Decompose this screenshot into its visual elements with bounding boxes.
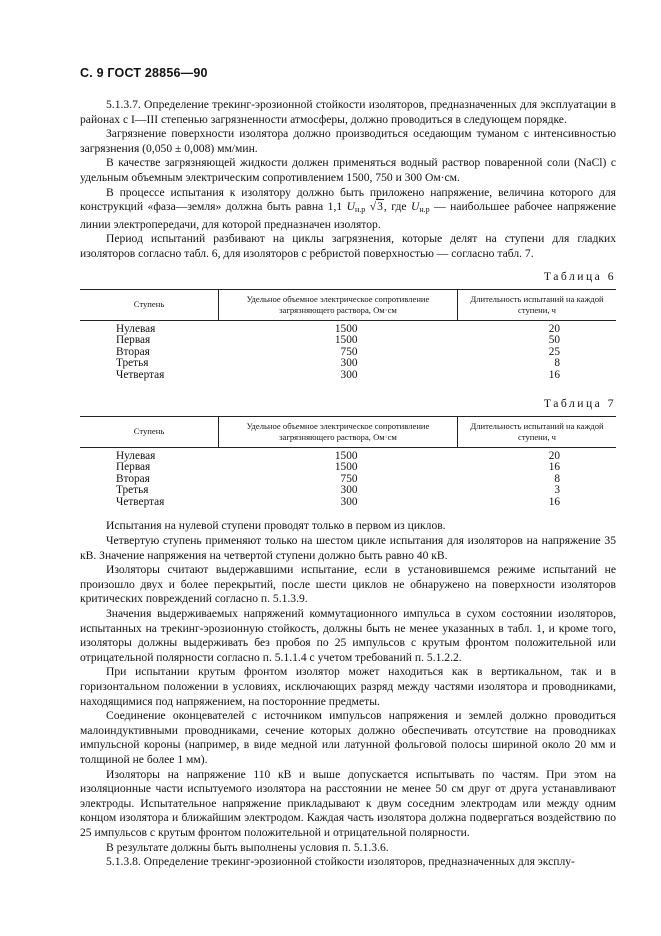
paragraph: При испытании крутым фронтом изолятор может находиться как в вертикальном, так и в горизонтальном положении в условиях, исключающих разряд между частями изолятора и проводниками, находящимися под напряжением, на посторонние предметы. — [80, 665, 616, 708]
document-page — [80, 66, 616, 870]
table-row: Четвертая 300 16 — [116, 368, 560, 381]
paragraph: Испытания на нулевой ступени проводят только в первом из циклов. — [106, 519, 446, 533]
table-6-caption: Таблица 6 — [543, 269, 616, 283]
table-row: Первая 1500 16 — [116, 461, 560, 474]
column-header: Длительность испытаний на каждой ступени, ч — [458, 289, 617, 320]
table-row: Первая 1500 50 — [116, 334, 560, 347]
paragraph: Период испытаний разбивают на циклы загрязнения, которые делят на ступени для гладких изоляторов согласно табл. 6, для изоляторов с ребристой поверхностью — согласно табл. 7. — [80, 232, 616, 260]
sqrt-sign: √ — [369, 200, 377, 214]
table-row: Нулевая 1500 20 — [116, 322, 560, 335]
table-6 — [80, 289, 616, 389]
table-row: Нулевая 1500 20 — [116, 449, 560, 462]
column-header: Ступень — [80, 416, 219, 447]
column-header: Длительность испытаний на каждой ступени, ч — [458, 416, 617, 447]
paragraph: 5.1.3.8. Определение трекинг-эрозионной стойкости изоляторов, предназначенных для эксплу- — [106, 855, 575, 869]
voltage-subscript: н.р — [354, 205, 366, 215]
table-row: Четвертая 300 16 — [116, 495, 560, 508]
voltage-symbol: U — [346, 200, 355, 214]
table-7-caption: Таблица 7 — [543, 396, 616, 410]
paragraph: 5.1.3.7. Определение трекинг-эрозионной стойкости изоляторов, предназначенных для эксплуатации в районах с I—III степенью загрязненности атмосферы, должно проводиться в следующем порядке. — [80, 98, 616, 126]
sqrt-value: 3 — [377, 200, 383, 214]
table-row: Вторая 750 25 — [116, 345, 560, 358]
paragraph: Изоляторы считают выдержавшими испытание, если в установившемся режиме испытаний не произошло двух и более перекрытий, после шести циклов не обнаружено на поверхности изоляторов критических повреждений согласно п. 5.1.3.9. — [80, 563, 616, 606]
table-7 — [80, 416, 616, 516]
paragraph: Четвертую ступень применяют только на шестом цикле испытания для изоляторов на напряжение 35 кВ. Значение напряжения на четвертой ступени должно быть равно 40 кВ. — [80, 534, 616, 562]
table-row: Третья 300 3 — [116, 484, 560, 497]
voltage-symbol: U — [410, 200, 420, 214]
page-header: С. 9 ГОСТ 28856—90 — [80, 66, 208, 80]
paragraph: В качестве загрязняющей жидкости должен применяться водный раствор поваренной соли (NaCl) с удельным объемным электрическим сопротивлением 1500, 750 и 300 Ом·см. — [80, 156, 616, 184]
table-row: Третья 300 8 — [116, 357, 560, 370]
paragraph: В результате должны быть выполнены условия п. 5.1.3.6. — [106, 840, 389, 854]
paragraph: Соединение оконцевателей с источником импульсов напряжения и землей должно проводиться малоиндуктивными проводниками, сечение которых должно обеспечивать отсутствие на проводниках импульсной короны (например, в виде медной или латунной фольговой полосы шириной около 20 мм и толщиной не более 1 мм). — [80, 709, 616, 766]
paragraph: Изоляторы на напряжение 110 кВ и выше допускается испытывать по частям. При этом на изоляционные части испытуемого изолятора на расстоянии не менее 50 см друг от друга устанавливают электроды. Испытательное напряжение прикладывают к двум соседним электродам или между одним концом изолятора и ближайшим электродом. Каждая часть изолятора должна подвергаться воздействию по 25 импульсов с крутым фронтом положительной и отрицательной полярности. — [80, 767, 616, 839]
column-header: Ступень — [80, 289, 219, 320]
paragraph: Значения выдерживаемых напряжений коммутационного импульса в сухом состоянии изоляторов, испытанных на трекинг-эрозионную стойкость, должны быть не менее указанных в табл. 1, и кроме того, изоляторы должны выдерживать без пробоя по 25 импульсов с крутым фронтом положительной или отрицательной полярности согласно п. 5.1.1.4 с учетом требований п. 5.1.2.2. — [80, 607, 616, 664]
voltage-paragraph: В процессе испытания к изолятору должно быть приложено напряжение, величина которого для конструкций «фаза—земля» должна быть равна 1,1 $U_{н.р}$ √3, где $U_{н.р}$ — наибольшее рабочее напряжение линии электропередачи, для которой предназначен изолятор. — [80, 185, 616, 231]
table-row: Вторая 750 8 — [116, 472, 560, 485]
column-header: Удельное объемное электрическое сопротивление загрязняющего раствора, Ом·см — [219, 289, 458, 320]
column-header: Удельное объемное электрическое сопротивление загрязняющего раствора, Ом·см — [219, 416, 458, 447]
paragraph: Загрязнение поверхности изолятора должно производиться оседающим туманом с интенсивностью загрязнения (0,050 ± 0,008) мм/мин. — [80, 127, 616, 155]
voltage-subscript: н.р — [419, 205, 430, 215]
